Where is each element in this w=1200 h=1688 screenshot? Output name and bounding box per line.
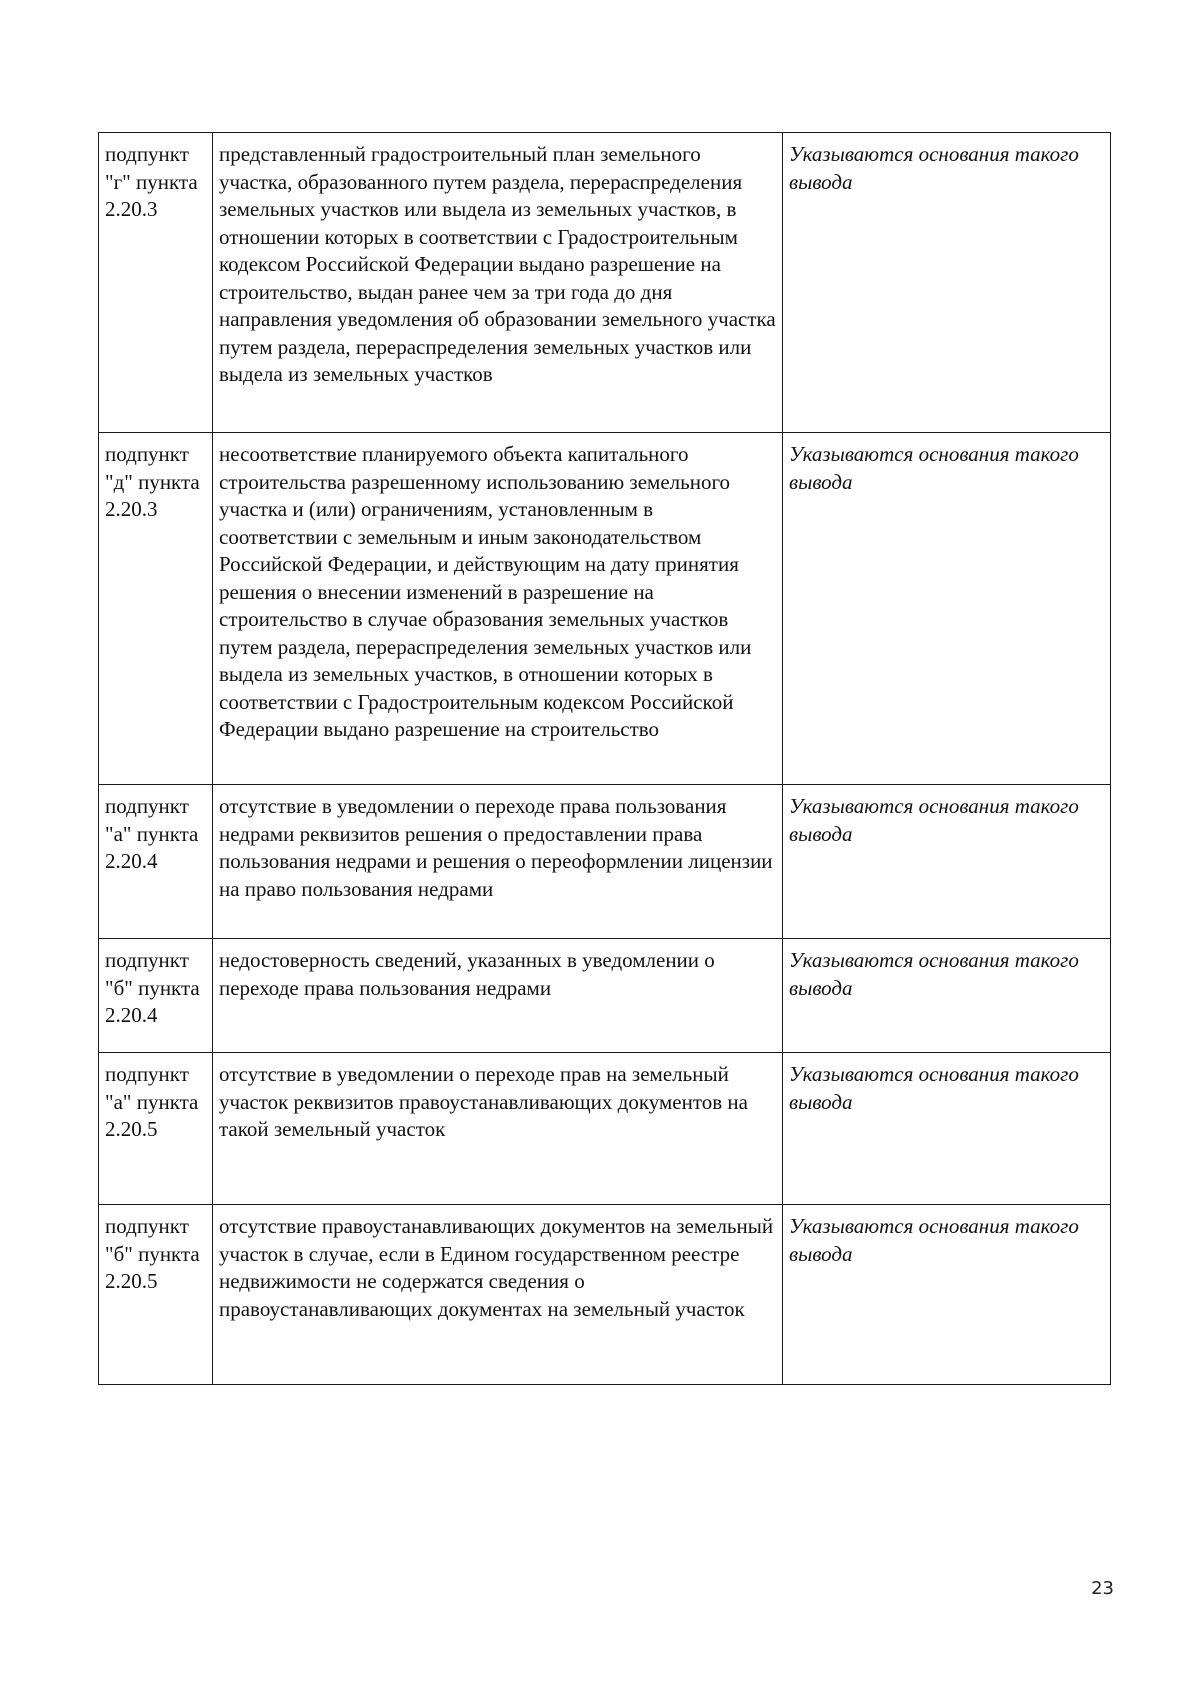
table-row [99, 785, 1111, 939]
ref-cell: подпункт "б" пункта 2.20.4 [99, 939, 213, 1053]
table-row [99, 133, 1111, 433]
ref-cell: подпункт "б" пункта 2.20.5 [99, 1205, 213, 1385]
note-cell: Указываются основания такого вывода [783, 1053, 1111, 1205]
table-row [99, 939, 1111, 1053]
ref-cell: подпункт "а" пункта 2.20.5 [99, 1053, 213, 1205]
table-row [99, 433, 1111, 785]
grounds-table [98, 132, 1111, 1385]
page-number: 23 [1091, 1578, 1114, 1599]
ref-cell: подпункт "а" пункта 2.20.4 [99, 785, 213, 939]
reason-cell: отсутствие в уведомлении о переходе права пользования недрами реквизитов решения о предоставлении права пользования недрами и решения о переоформлении лицензии на право пользования недрами [213, 785, 783, 939]
note-cell: Указываются основания такого вывода [783, 785, 1111, 939]
table-row [99, 1053, 1111, 1205]
reason-cell: отсутствие правоустанавливающих документов на земельный участок в случае, если в Едином государственном реестре недвижимости не содержатся сведения о правоустанавливающих документах на земельный участок [213, 1205, 783, 1385]
ref-cell: подпункт "д" пункта 2.20.3 [99, 433, 213, 785]
note-cell: Указываются основания такого вывода [783, 133, 1111, 433]
note-cell: Указываются основания такого вывода [783, 1205, 1111, 1385]
note-cell: Указываются основания такого вывода [783, 433, 1111, 785]
note-cell: Указываются основания такого вывода [783, 939, 1111, 1053]
table-row [99, 1205, 1111, 1385]
reason-cell: несоответствие планируемого объекта капитального строительства разрешенному использованию земельного участка и (или) ограничениям, установленным в соответствии с земельным и иным законодательством Российской Федерации, и действующим на дату принятия решения о внесении изменений в разрешение на строительство в случае образования земельных участков путем раздела, перераспределения земельных участков или выдела из земельных участков, в отношении которых в соответствии с Градостроительным кодексом Российской Федерации выдано разрешение на строительство [213, 433, 783, 785]
reason-cell: недостоверность сведений, указанных в уведомлении о переходе права пользования недрами [213, 939, 783, 1053]
reason-cell: представленный градостроительный план земельного участка, образованного путем раздела, перераспределения земельных участков или выдела из земельных участков, в отношении которых в соответствии с Градостроительным кодексом Российской Федерации выдано разрешение на строительство, выдан ранее чем за три года до дня направления уведомления об образовании земельного участка путем раздела, перераспределения земельных участков или выдела из земельных участков [213, 133, 783, 433]
reason-cell: отсутствие в уведомлении о переходе прав на земельный участок реквизитов правоустанавливающих документов на такой земельный участок [213, 1053, 783, 1205]
ref-cell: подпункт "г" пункта 2.20.3 [99, 133, 213, 433]
